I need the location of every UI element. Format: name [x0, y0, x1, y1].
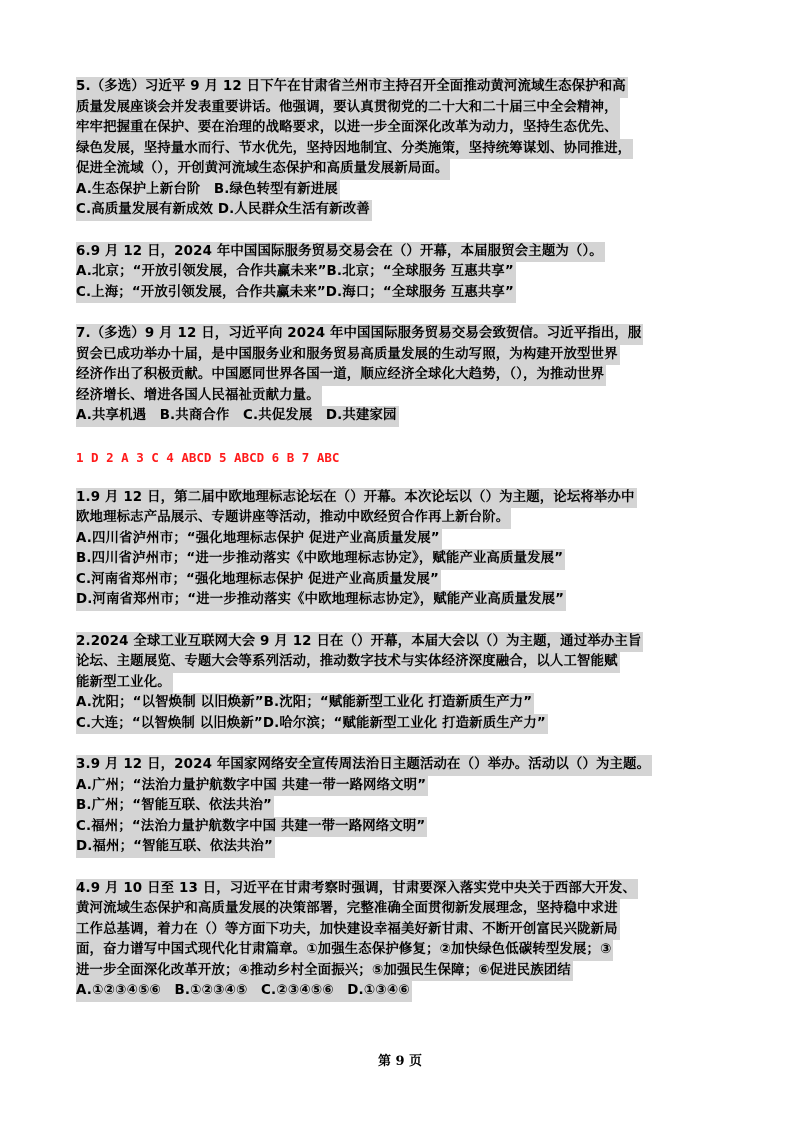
option-line: A.共享机遇 B.共商合作 C.共促发展 D.共建家园 [76, 406, 399, 427]
question-line: 促进全流域（），开创黄河流域生态保护和高质量发展新局面。 [76, 159, 450, 180]
question-line: 7.（多选）9 月 12 日，习近平向 2024 年中国国际服务贸易交易会致贺信。习近平指出，服 [76, 324, 643, 345]
question-3 [76, 755, 726, 858]
question-line: 2.2024 全球工业互联网大会 9 月 12 日在（）开幕，本届大会以（）为主题，通过举办主旨 [76, 632, 643, 653]
option-line: A.四川省泸州市；“强化地理标志保护 促进产业高质量发展” [76, 529, 442, 550]
question-line: 能新型工业化。 [76, 673, 173, 694]
option-line: C.河南省郑州市；“强化地理标志保护 促进产业高质量发展” [76, 570, 441, 591]
question-line: 论坛、主题展览、专题大会等系列活动，推动数字技术与实体经济深度融合，以人工智能赋 [76, 652, 620, 673]
option-line: C.上海；“开放引领发展，合作共赢未来”D.海口；“全球服务 互惠共享” [76, 283, 516, 304]
page-number: 第 9 页 [377, 1054, 423, 1069]
option-line: D.河南省郑州市；“进一步推动落实《中欧地理标志协定》，赋能产业高质量发展” [76, 590, 566, 611]
option-line: A.生态保护上新台阶 B.绿色转型有新进展 [76, 180, 340, 201]
question-block-1 [76, 77, 726, 427]
option-line: C.福州；“法治力量护航数字中国 共建一带一路网络文明” [76, 817, 427, 838]
answer-key: 1 D 2 A 3 C 4 ABCD 5 ABCD 6 B 7 ABC [76, 449, 340, 465]
question-line: 1.9 月 12 日，第二届中欧地理标志论坛在（）开幕。本次论坛以（）为主题，论坛将举办中 [76, 488, 637, 509]
option-line: B.广州；“智能互联、依法共治” [76, 796, 274, 817]
option-line: A.①②③④⑤⑥ B.①②③④⑤ C.②③④⑤⑥ D.①③④⑥ [76, 981, 412, 1002]
question-line: 经济增长、增进各国人民福祉贡献力量。 [76, 386, 322, 407]
option-line: B.四川省泸州市；“进一步推动落实《中欧地理标志协定》，赋能产业高质量发展” [76, 549, 565, 570]
question-line: 进一步全面深化改革开放；④推动乡村全面振兴；⑤加强民生保障；⑥促进民族团结 [76, 961, 573, 982]
question-1 [76, 488, 726, 611]
question-line: 黄河流域生态保护和高质量发展的决策部署，完整准确全面贯彻新发展理念，坚持稳中求进 [76, 899, 620, 920]
option-line: C.大连；“以智焕制 以旧焕新”D.哈尔滨；“赋能新型工业化 打造新质生产力” [76, 714, 548, 735]
question-line: 工作总基调，着力在（）等方面下功夫，加快建设幸福美好新甘肃、不断开创富民兴陇新局 [76, 920, 620, 941]
question-line: 绿色发展，坚持量水而行、节水优先，坚持因地制宜、分类施策，坚持统筹谋划、协同推进， [76, 139, 633, 160]
option-line: A.广州；“法治力量护航数字中国 共建一带一路网络文明” [76, 776, 428, 797]
question-7 [76, 324, 726, 427]
question-line: 面，奋力谱写中国式现代化甘肃篇章。①加强生态保护修复；②加快绿色低碳转型发展；③ [76, 940, 613, 961]
question-line: 3.9 月 12 日，2024 年国家网络安全宣传周法治日主题活动在（）举办。活动以（）为主题。 [76, 755, 652, 776]
question-2 [76, 632, 726, 735]
question-line: 质量发展座谈会并发表重要讲话。他强调，要认真贯彻党的二十大和二十届三中全会精神， [76, 98, 620, 119]
question-line: 欧地理标志产品展示、专题讲座等活动，推动中欧经贸合作再上新台阶。 [76, 508, 511, 529]
question-line: 6.9 月 12 日，2024 年中国国际服务贸易交易会在（）开幕，本届服贸会主题为（）。 [76, 242, 605, 263]
question-4 [76, 879, 726, 1002]
question-line: 4.9 月 10 日至 13 日，习近平在甘肃考察时强调，甘肃要深入落实党中央关于西部大开发、 [76, 879, 638, 900]
question-line: 5.（多选）习近平 9 月 12 日下午在甘肃省兰州市主持召开全面推动黄河流域生态保护和高 [76, 77, 628, 98]
option-line: C.高质量发展有新成效 D.人民群众生活有新改善 [76, 200, 372, 221]
question-line: 经济作出了积极贡献。中国愿同世界各国一道，顺应经济全球化大趋势，（），为推动世界 [76, 365, 606, 386]
question-6 [76, 242, 726, 304]
question-5 [76, 77, 726, 221]
option-line: D.福州；“智能互联、依法共治” [76, 837, 275, 858]
question-line: 贸会已成功举办十届，是中国服务业和服务贸易高质量发展的生动写照，为构建开放型世界 [76, 345, 620, 366]
option-line: A.沈阳；“以智焕制 以旧焕新”B.沈阳；“赋能新型工业化 打造新质生产力” [76, 693, 534, 714]
question-block-2 [76, 488, 726, 1002]
option-line: A.北京；“开放引领发展，合作共赢未来”B.北京；“全球服务 互惠共享” [76, 262, 516, 283]
document-page [76, 77, 726, 1023]
question-line: 牢牢把握重在保护、要在治理的战略要求，以进一步全面深化改革为动力，坚持生态优先、 [76, 118, 620, 139]
